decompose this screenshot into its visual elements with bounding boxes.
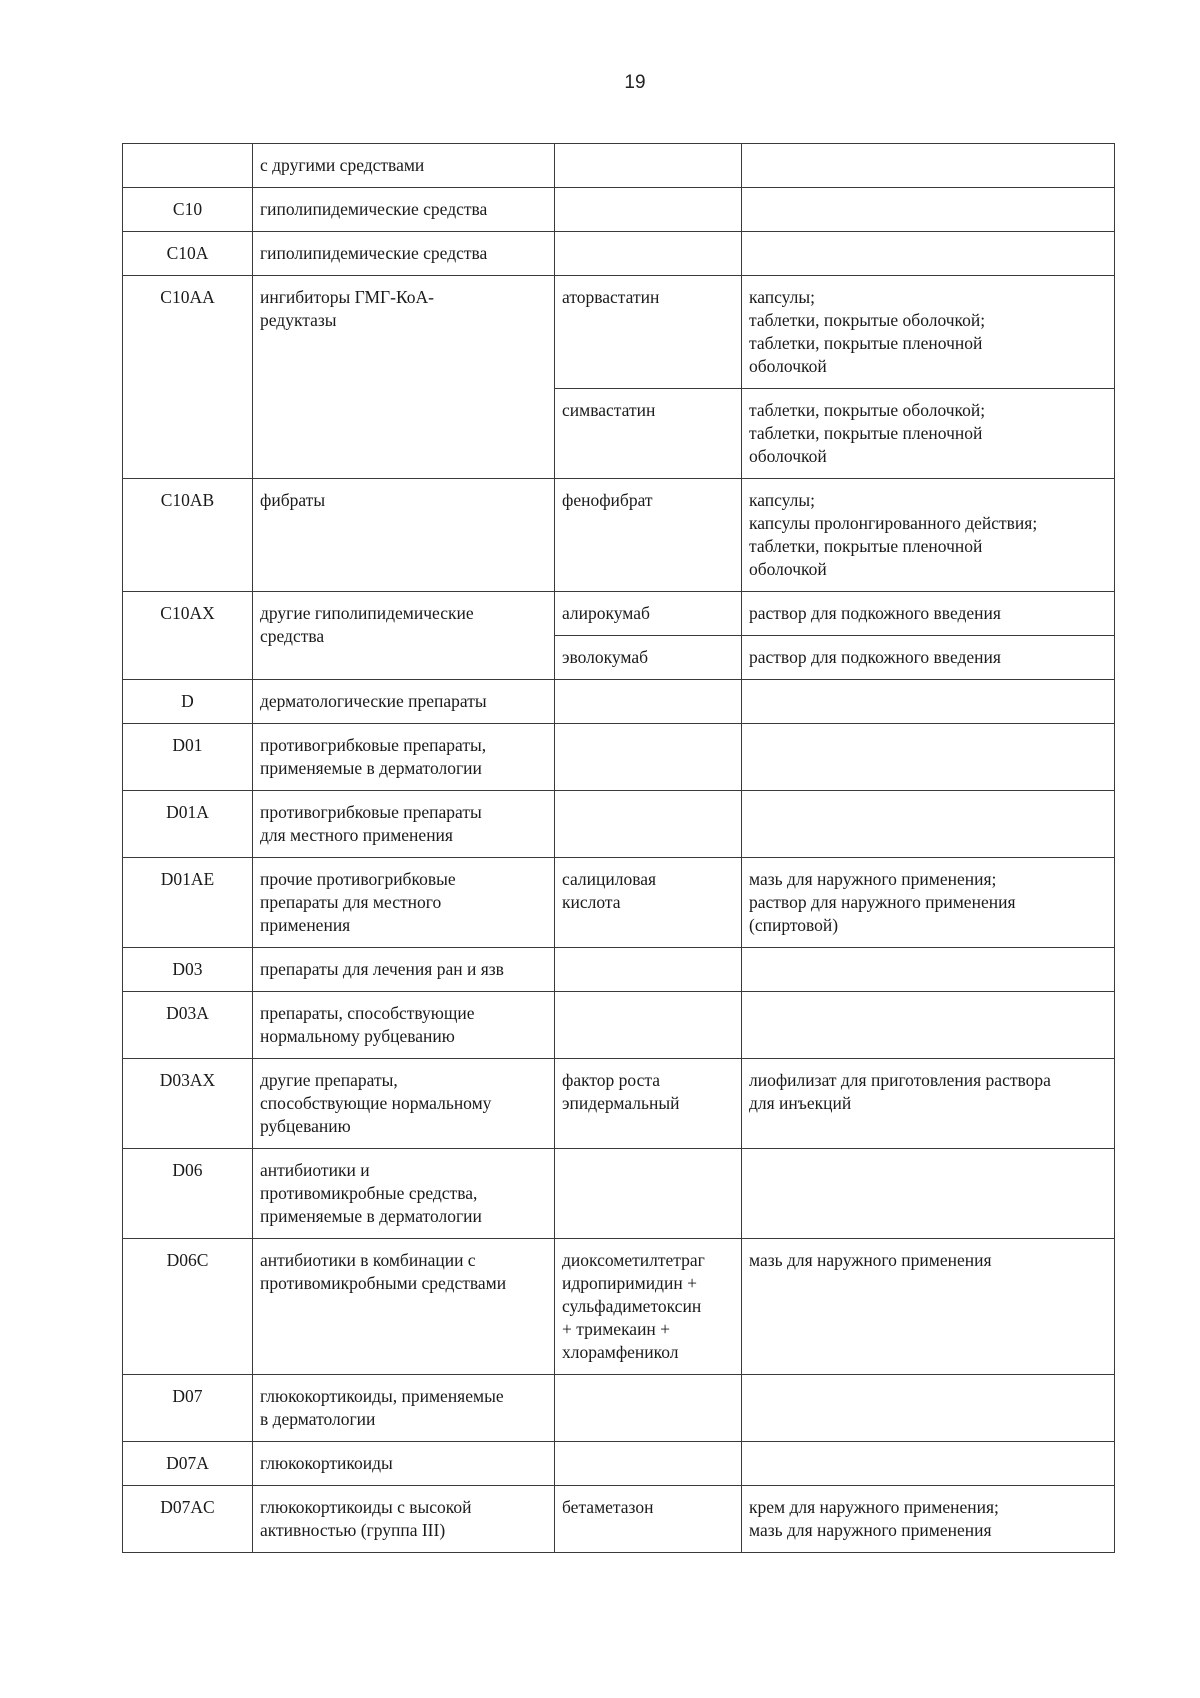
atc-code-cell: C10AX — [123, 592, 253, 680]
dosage-form-cell — [742, 948, 1115, 992]
anatomical-therapeutic-group-cell: глюкокортикоиды — [253, 1442, 555, 1486]
atc-code-cell: D — [123, 680, 253, 724]
drug-name-cell: эволокумаб — [555, 636, 742, 680]
anatomical-therapeutic-group-cell: дерматологические препараты — [253, 680, 555, 724]
drug-name-cell — [555, 948, 742, 992]
dosage-form-cell — [742, 1375, 1115, 1442]
drug-name-cell — [555, 992, 742, 1059]
dosage-form-cell: лиофилизат для приготовления раствора для инъекций — [742, 1059, 1115, 1149]
anatomical-therapeutic-group-cell: глюкокортикоиды, применяемые в дерматологии — [253, 1375, 555, 1442]
drug-name-cell — [555, 680, 742, 724]
drug-name-cell: фактор роста эпидермальный — [555, 1059, 742, 1149]
table-row — [123, 232, 1115, 276]
table-row — [123, 948, 1115, 992]
dosage-form-cell: мазь для наружного применения; раствор для наружного применения (спиртовой) — [742, 858, 1115, 948]
anatomical-therapeutic-group-cell: антибиотики и противомикробные средства, применяемые в дерматологии — [253, 1149, 555, 1239]
atc-code-cell: D03A — [123, 992, 253, 1059]
anatomical-therapeutic-group-cell: противогрибковые препараты для местного применения — [253, 791, 555, 858]
dosage-form-cell: раствор для подкожного введения — [742, 592, 1115, 636]
anatomical-therapeutic-group-cell: с другими средствами — [253, 144, 555, 188]
anatomical-therapeutic-group-cell: прочие противогрибковые препараты для местного применения — [253, 858, 555, 948]
dosage-form-cell: раствор для подкожного введения — [742, 636, 1115, 680]
atc-code-cell: D06 — [123, 1149, 253, 1239]
dosage-form-cell: таблетки, покрытые оболочкой; таблетки, покрытые пленочной оболочкой — [742, 389, 1115, 479]
drug-name-cell: бетаметазон — [555, 1486, 742, 1553]
table-row — [123, 144, 1115, 188]
table-row — [123, 791, 1115, 858]
drug-name-cell — [555, 1149, 742, 1239]
table-row — [123, 1059, 1115, 1149]
atc-code-cell: C10AA — [123, 276, 253, 479]
atc-code-cell: D06C — [123, 1239, 253, 1375]
table-row — [123, 479, 1115, 592]
drug-name-cell — [555, 1442, 742, 1486]
drug-name-cell: фенофибрат — [555, 479, 742, 592]
atc-code-cell: D01AE — [123, 858, 253, 948]
table-row — [123, 188, 1115, 232]
drug-name-cell: аторвастатин — [555, 276, 742, 389]
table-row — [123, 992, 1115, 1059]
table-body — [123, 144, 1115, 1553]
atc-code-cell — [123, 144, 253, 188]
dosage-form-cell: крем для наружного применения; мазь для наружного применения — [742, 1486, 1115, 1553]
drug-name-cell: алирокумаб — [555, 592, 742, 636]
drug-name-cell — [555, 724, 742, 791]
atc-code-cell: D07AC — [123, 1486, 253, 1553]
table-row — [123, 1239, 1115, 1375]
drug-name-cell — [555, 1375, 742, 1442]
table-row — [123, 1486, 1115, 1553]
anatomical-therapeutic-group-cell: глюкокортикоиды с высокой активностью (группа III) — [253, 1486, 555, 1553]
drug-name-cell: диоксометилтетраг идропиримидин + сульфадиметоксин + тримекаин + хлорамфеникол — [555, 1239, 742, 1375]
dosage-form-cell — [742, 144, 1115, 188]
atc-code-cell: D03AX — [123, 1059, 253, 1149]
anatomical-therapeutic-group-cell: гиполипидемические средства — [253, 188, 555, 232]
drug-name-cell: симвастатин — [555, 389, 742, 479]
dosage-form-cell — [742, 1442, 1115, 1486]
table-row — [123, 592, 1115, 636]
atc-code-cell: D07 — [123, 1375, 253, 1442]
drug-name-cell — [555, 144, 742, 188]
dosage-form-cell — [742, 724, 1115, 791]
dosage-form-cell — [742, 791, 1115, 858]
drug-name-cell — [555, 232, 742, 276]
table-row — [123, 1442, 1115, 1486]
dosage-form-cell: капсулы; таблетки, покрытые оболочкой; таблетки, покрытые пленочной оболочкой — [742, 276, 1115, 389]
atc-code-cell: C10AB — [123, 479, 253, 592]
atc-code-cell: D01 — [123, 724, 253, 791]
anatomical-therapeutic-group-cell: препараты для лечения ран и язв — [253, 948, 555, 992]
dosage-form-cell: капсулы; капсулы пролонгированного действия; таблетки, покрытые пленочной оболочкой — [742, 479, 1115, 592]
table-row — [123, 724, 1115, 791]
anatomical-therapeutic-group-cell: противогрибковые препараты, применяемые в дерматологии — [253, 724, 555, 791]
page-number: 19 — [624, 72, 646, 93]
anatomical-therapeutic-group-cell: гиполипидемические средства — [253, 232, 555, 276]
drug-classification-table — [122, 143, 1115, 1553]
atc-code-cell: C10 — [123, 188, 253, 232]
table-row — [123, 1149, 1115, 1239]
anatomical-therapeutic-group-cell: другие препараты, способствующие нормальному рубцеванию — [253, 1059, 555, 1149]
atc-code-cell: D03 — [123, 948, 253, 992]
table-row — [123, 1375, 1115, 1442]
dosage-form-cell — [742, 1149, 1115, 1239]
dosage-form-cell — [742, 680, 1115, 724]
drug-name-cell: салициловая кислота — [555, 858, 742, 948]
anatomical-therapeutic-group-cell: ингибиторы ГМГ-КоА- редуктазы — [253, 276, 555, 479]
atc-code-cell: D01A — [123, 791, 253, 858]
drug-name-cell — [555, 188, 742, 232]
anatomical-therapeutic-group-cell: антибиотики в комбинации с противомикробными средствами — [253, 1239, 555, 1375]
atc-code-cell: C10A — [123, 232, 253, 276]
dosage-form-cell — [742, 188, 1115, 232]
anatomical-therapeutic-group-cell: другие гиполипидемические средства — [253, 592, 555, 680]
dosage-form-cell: мазь для наружного применения — [742, 1239, 1115, 1375]
dosage-form-cell — [742, 232, 1115, 276]
atc-code-cell: D07A — [123, 1442, 253, 1486]
table-row — [123, 858, 1115, 948]
table-row — [123, 276, 1115, 389]
anatomical-therapeutic-group-cell: фибраты — [253, 479, 555, 592]
table-row — [123, 680, 1115, 724]
drug-name-cell — [555, 791, 742, 858]
anatomical-therapeutic-group-cell: препараты, способствующие нормальному рубцеванию — [253, 992, 555, 1059]
dosage-form-cell — [742, 992, 1115, 1059]
